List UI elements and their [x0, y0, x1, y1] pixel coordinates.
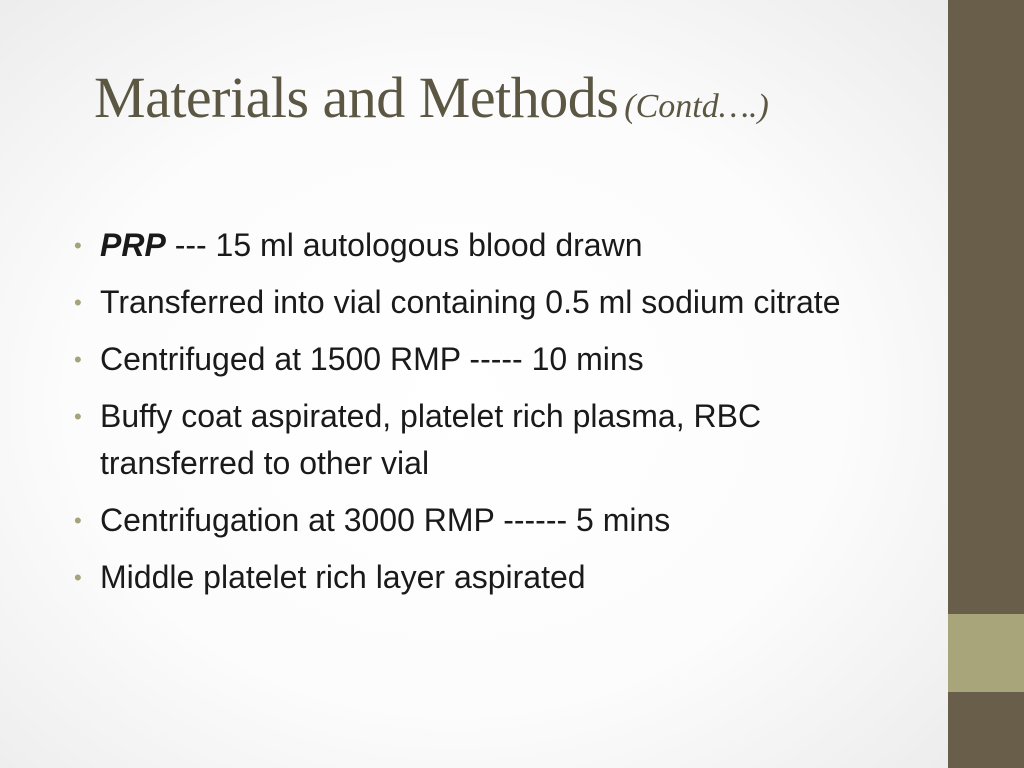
- bullet-dot-icon: •: [74, 565, 82, 590]
- bullet-lead-text: PRP: [100, 227, 166, 263]
- bullet-item: [72, 279, 872, 326]
- bullet-text: Transferred into vial containing 0.5 ml sodium citrate: [100, 284, 841, 320]
- bullet-item: [72, 497, 872, 544]
- bullet-dot-icon: •: [74, 404, 82, 429]
- bullet-text: Buffy coat aspirated, platelet rich plasma, RBC transferred to other vial: [100, 398, 762, 481]
- side-bar-accent-block: [948, 614, 1024, 692]
- side-bar-dark-bottom: [948, 692, 1024, 768]
- slide-title-suffix: (Contd….): [624, 88, 769, 125]
- side-accent-bar: [948, 0, 1024, 768]
- bullet-dot-icon: •: [74, 290, 82, 315]
- bullet-dot-icon: •: [74, 233, 82, 258]
- bullet-item: [72, 393, 872, 487]
- bullet-dot-icon: •: [74, 508, 82, 533]
- bullet-text: Centrifugation at 3000 RMP ------ 5 mins: [100, 502, 671, 538]
- bullet-list: [72, 222, 872, 611]
- bullet-text: Centrifuged at 1500 RMP ----- 10 mins: [100, 341, 644, 377]
- bullet-item: [72, 554, 872, 601]
- side-bar-dark-top: [948, 0, 1024, 614]
- slide-title: [94, 62, 769, 143]
- bullet-item: [72, 222, 872, 269]
- bullet-text: --- 15 ml autologous blood drawn: [165, 227, 643, 263]
- bullet-item: [72, 336, 872, 383]
- bullet-dot-icon: •: [74, 347, 82, 372]
- slide-title-main: Materials and Methods: [94, 65, 619, 130]
- bullet-text: Middle platelet rich layer aspirated: [100, 559, 586, 595]
